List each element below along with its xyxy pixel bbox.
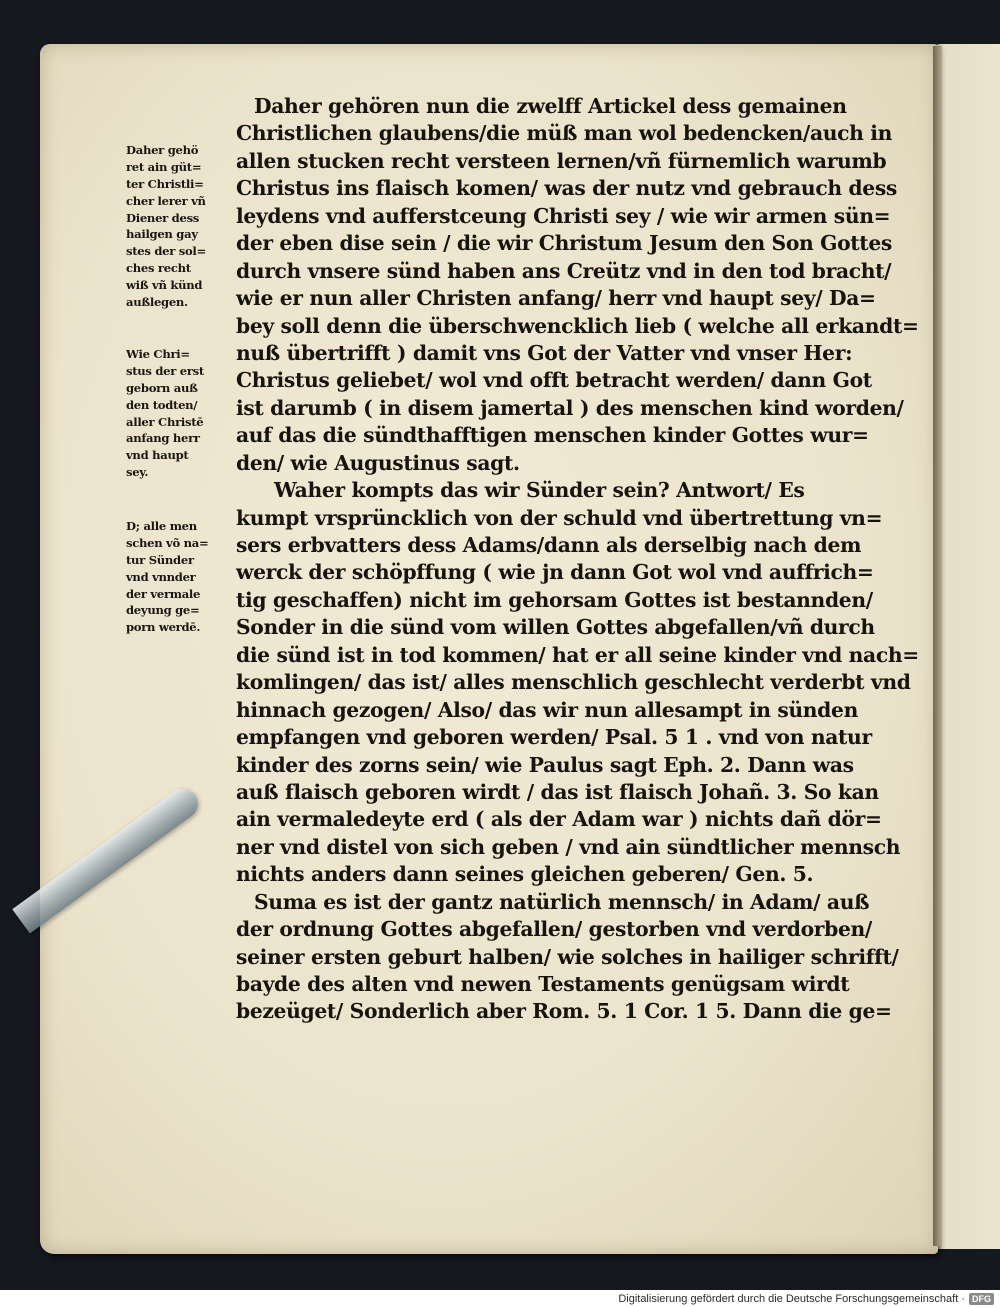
side-note-line: Daher gehö [126,143,199,157]
side-note-line: vnd vnnder [126,569,196,584]
text-line: sers erbvatters dess Adams/dann als derselbig nach dem [236,533,862,557]
side-note-line: cher lerer vñ [126,193,206,208]
book-gutter [933,46,942,1246]
text-line: Sonder in die sünd vom willen Gottes abgefallen/vñ durch [236,615,875,640]
text-line: ist darumb ( in disem jamertal ) des menschen kind worden/ [236,395,904,420]
side-note-line: Diener dess [126,210,200,225]
side-note-line: stes der sol= [126,244,206,259]
side-note-line: aller Christē [126,414,204,429]
side-note-line: tur Sünder [126,552,194,567]
text-line: wie er nun aller Christen anfang/ herr vnd haupt sey/ Da= [236,286,876,311]
text-line: auf das die sündthafftigen menschen kinder Gottes wur= [236,423,869,448]
text-line: Christus geliebet/ wol vnd offt betracht werden/ dann Got [236,368,872,393]
text-line: die sünd ist in tod kommen/ hat er all seine kinder vnd nach= [236,642,919,667]
funding-credit: Digitalisierung gefördert durch die Deutsche Forschungsgemeinschaft · [618,1292,965,1305]
side-note-line: den todten/ [126,397,198,412]
text-line: nichts anders dann seines gleichen geberen/ Gen. 5. [236,862,814,887]
text-line: kinder des zorns sein/ wie Paulus sagt Eph. 2. Dann was [236,752,854,777]
side-note-line: anfang herr [126,431,200,446]
text-line: nuß übertrifft ) damit vns Got der Vatter vnd vnser Her: [236,340,853,365]
side-note-line: deyung ge= [126,603,200,618]
text-line: Suma es ist der gantz natürlich mennsch/ in Adam/ auß [254,889,870,914]
side-note-line: hailgen gay [126,227,198,242]
text-line: der ordnung Gottes abgefallen/ gestorben vnd verdorben/ [236,917,872,942]
side-note-line: ter Christli= [126,176,204,191]
text-line: ner vnd distel von sich geben / vnd ain sündtlicher mennsch [236,834,901,859]
text-line: bezeüget/ Sonderlich aber Rom. 5. 1 Cor. 1 5. Dann die ge= [236,999,892,1024]
body-text [236,93,919,1026]
text-line: durch vnsere sünd haben ans Creütz vnd in den tod bracht/ [236,258,892,283]
side-note-line: D; alle men [126,519,197,533]
text-line: seiner ersten geburt halben/ wie solches in hailiger schrifft/ [236,944,899,969]
text-line: Christus ins flaisch komen/ was der nutz vnd gebrauch dess [236,176,897,201]
text-line: Waher kompts das wir Sünder sein? Antwort/ Es [274,478,805,503]
side-note-line: vnd haupt [126,448,189,463]
text-line: werck der schöpffung ( wie jn dann Got wol vnd auffrich= [236,560,874,585]
text-line: empfangen vnd geboren werden/ Psal. 5 1 . vnd von natur [236,725,872,750]
side-note-line: stus der erst [126,363,204,378]
side-note-line: schen võ na= [126,535,209,550]
text-line: Christlichen glaubens/die müß man wol bedencken/auch in [236,121,893,146]
side-note-line: außlegen. [126,295,188,310]
text-line: kumpt vrsprüncklich von der schuld vnd übertrettung vn= [236,505,883,530]
text-line: bey soll denn die überschwencklich lieb ( welche all erkandt= [236,313,919,338]
footer-bar [0,1290,1000,1307]
text-line: leydens vnd aufferstceung Christi sey / wie wir armen sün= [236,203,891,228]
text-line: der eben dise sein / die wir Christum Jesum den Son Gottes [236,231,892,256]
text-line: bayde des alten vnd newen Testaments genügsam wirdt [236,972,850,996]
side-note-line: wiß vñ künd [126,278,203,293]
side-note-line: sey. [126,465,149,480]
side-note-line: porn werdē. [126,620,201,635]
text-line: den/ wie Augustinus sagt. [236,450,520,475]
side-note-2 [126,346,238,481]
text-line: hinnach gezogen/ Also/ das wir nun allesampt in sünden [236,697,858,722]
side-note-line: Wie Chri= [126,347,190,361]
dfg-logo: DFG [969,1293,994,1305]
text-line: allen stucken recht versteen lernen/vñ fürnemlich warumb [236,148,887,173]
side-note-line: ches recht [126,261,191,276]
text-line: ain vermaledeyte erd ( als der Adam war ) nichts dañ dör= [236,807,882,832]
text-line: Daher gehören nun die zwelff Artickel dess gemainen [254,94,847,118]
side-note-line: der vermale [126,586,201,601]
side-note-line: ret ain güt= [126,159,202,174]
text-line: auß flaisch geboren wirdt / das ist flaisch Johañ. 3. So kan [236,779,879,804]
side-note-3 [126,518,238,636]
side-note-line: geborn auß [126,380,198,395]
side-note-1 [126,142,238,311]
facing-page [935,44,1000,1249]
text-line: tig geschaffen) nicht im gehorsam Gottes ist bestannden/ [236,587,873,612]
text-line: komlingen/ das ist/ alles menschlich geschlecht verderbt vnd [236,670,911,695]
